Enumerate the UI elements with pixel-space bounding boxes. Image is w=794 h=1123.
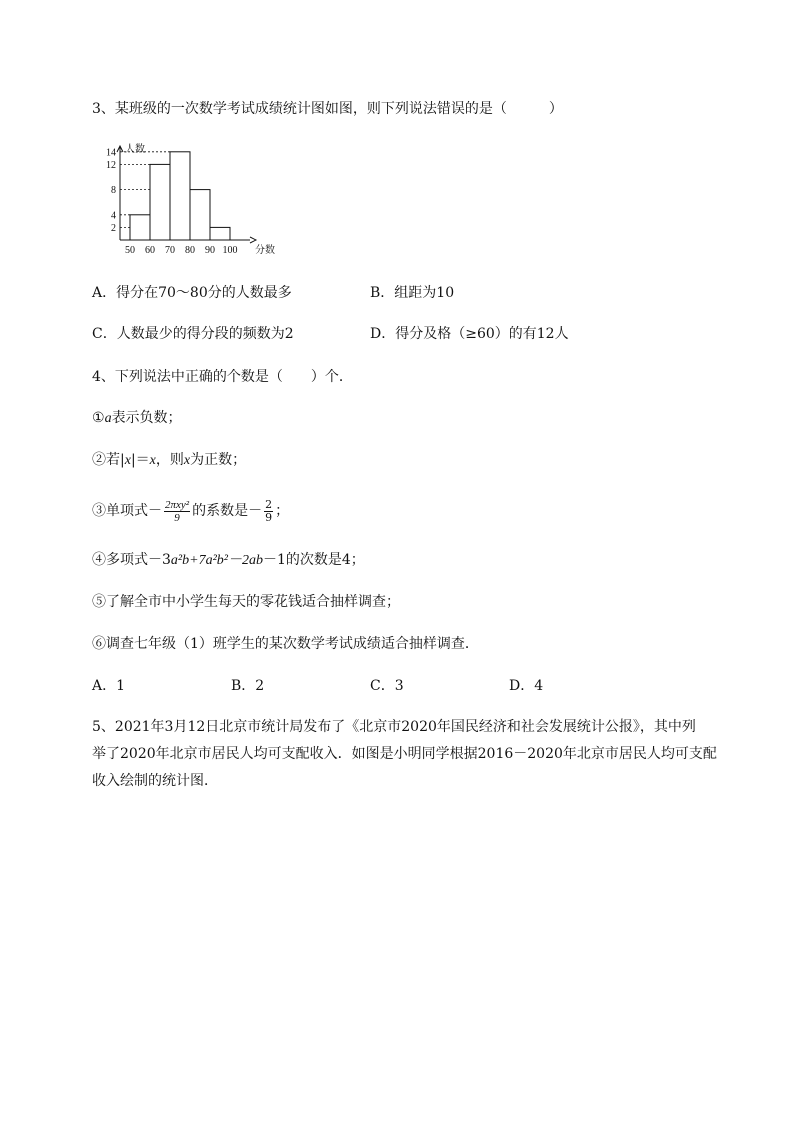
y-tick-label: 14 bbox=[106, 147, 116, 159]
s1-post: 表示负数； bbox=[111, 410, 182, 426]
s3-denominator-2: 9 bbox=[265, 510, 273, 524]
x-axis-label: 分数 bbox=[255, 245, 275, 256]
histogram-bar bbox=[130, 215, 150, 240]
q4-option-b: B．2 bbox=[231, 678, 265, 694]
y-tick-label: 2 bbox=[111, 222, 116, 234]
q4-option-d: D．4 bbox=[509, 678, 544, 694]
s4-pre: ④多项式－3 bbox=[92, 552, 171, 568]
histogram-bar bbox=[190, 190, 210, 240]
q4-statement-2 bbox=[92, 450, 246, 471]
s2-x2: x bbox=[149, 453, 156, 468]
histogram-bar bbox=[150, 164, 170, 240]
q5-line-1: 5、2021年3月12日北京市统计局发布了《北京市2020年国民经济和社会发展统计公报》，其中列 bbox=[92, 719, 696, 735]
s1-var: a bbox=[104, 411, 112, 426]
q4-statement-1 bbox=[92, 408, 182, 429]
s2-mid: |＝ bbox=[130, 452, 150, 468]
y-tick-label: 4 bbox=[111, 210, 116, 222]
s3-numerator: 2πxy² bbox=[165, 498, 190, 511]
x-tick-label: 100 bbox=[222, 245, 238, 256]
q3-option-c: C．人数最少的得分段的频数为2 bbox=[92, 326, 294, 342]
q5-line-2: 举了2020年北京市居民人均可支配收入．如图是小明同学根据2016－2020年北京市居民人均可支配 bbox=[92, 746, 717, 762]
x-tick-label: 50 bbox=[125, 245, 135, 256]
s3-mid: 的系数是－ bbox=[192, 503, 263, 519]
histogram-chart bbox=[92, 140, 292, 265]
s2-x3: x bbox=[183, 453, 191, 468]
q4-stem: 4、下列说法中正确的个数是（ ）个． bbox=[92, 369, 353, 385]
s2-post: 为正数； bbox=[190, 452, 247, 468]
s3-denominator: 9 bbox=[174, 511, 180, 524]
q4-statement-5: ⑤了解全市中小学生每天的零花钱适合抽样调查； bbox=[92, 594, 400, 610]
q4-option-a: A．1 bbox=[92, 678, 126, 694]
s4-post: －1的次数是4； bbox=[262, 552, 365, 568]
x-tick-label: 60 bbox=[145, 245, 155, 256]
chart-bars bbox=[130, 152, 230, 240]
s2-x1: x bbox=[124, 453, 131, 468]
y-axis-label: 人数 bbox=[125, 144, 145, 155]
x-tick-label: 70 bbox=[165, 245, 175, 256]
q4-statement-3 bbox=[92, 493, 289, 529]
s2-pre: ②若| bbox=[92, 452, 125, 468]
q3-option-b: B．组距为10 bbox=[370, 285, 455, 301]
y-tick-label: 12 bbox=[106, 159, 116, 171]
s4-expr: a²b+7a²b²－2ab bbox=[170, 553, 263, 568]
x-tick-label: 90 bbox=[205, 245, 215, 256]
x-tick-label: 80 bbox=[185, 245, 195, 256]
x-axis-arrow bbox=[250, 237, 256, 243]
q3-option-a: A．得分在70～80分的人数最多 bbox=[92, 285, 292, 301]
q4-option-c: C．3 bbox=[370, 678, 404, 694]
s3-pre: ③单项式－ bbox=[92, 503, 162, 519]
y-tick-label: 8 bbox=[111, 185, 116, 197]
histogram-bar bbox=[210, 227, 230, 240]
q3-stem: 3、某班级的一次数学考试成绩统计图如图，则下列说法错误的是（ ） bbox=[92, 101, 563, 117]
q4-statement-4 bbox=[92, 550, 365, 571]
q4-statement-6: ⑥调查七年级（1）班学生的某次数学考试成绩适合抽样调查． bbox=[92, 636, 479, 652]
q5-line-3: 收入绘制的统计图． bbox=[92, 773, 218, 789]
s1-pre: ① bbox=[92, 410, 105, 426]
s3-fraction-2 bbox=[264, 499, 273, 524]
q3-option-d: D．得分及格（≥60）的有12人 bbox=[370, 326, 569, 342]
s3-fraction-1 bbox=[164, 499, 190, 524]
histogram-bar bbox=[170, 152, 190, 240]
s3-post: ； bbox=[275, 503, 290, 519]
s2-mid2: ，则 bbox=[155, 452, 184, 468]
s3-numerator-2: 2 bbox=[265, 497, 273, 511]
